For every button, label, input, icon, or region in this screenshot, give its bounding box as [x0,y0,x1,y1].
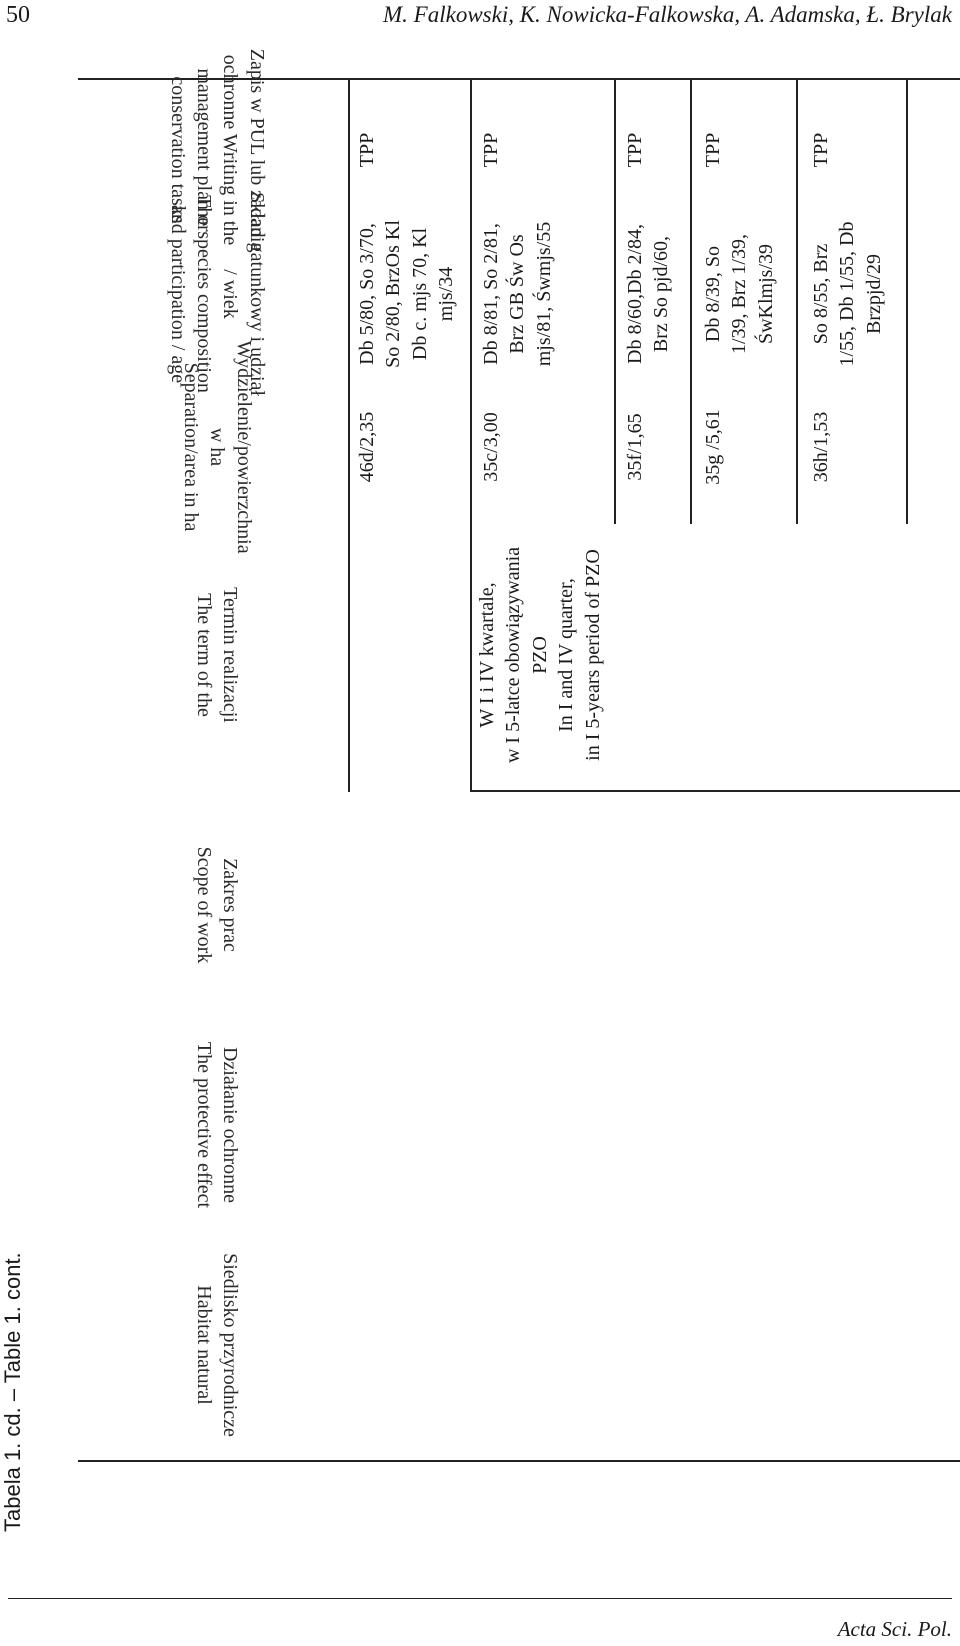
row-4-separation: 35g /5,61 [702,409,724,485]
page-number: 50 [6,2,30,28]
header-term: Termin realizacji The term of the [193,587,242,723]
row-5-record: TPP [810,132,832,168]
row-5-species: So 8/55, Brz 1/55, Db 1/55, Db Brzpjd/29 [810,221,885,367]
row-2-record: TPP [480,132,502,168]
row-rule-2 [614,80,616,524]
row-1-species: Db 5/80, So 3/70, So 2/80, BrzOs Kl Db c. mjs 70, Kl mjs/34 [356,220,458,368]
term-cell: W I i IV kwartale, w I 5-latce obowiązywania PZO In I and IV quarter, in I 5-years period of PZO [476,547,604,764]
header-habitat: Siedlisko przyrodnicze Habitat natural [193,1253,242,1437]
table-caption: Tabela 1. cd. – Table 1. cont. [0,1252,25,1532]
header-species: Skład gatunkowy i udział / wiek The species composition and participation / age [166,192,268,396]
rotated-table [0,48,960,1560]
table-rule-left [78,1461,960,1463]
footer-rule [8,1598,952,1599]
header-protective-effect: Działanie ochronne The protective effect [193,1041,242,1209]
term-cell-rule [470,791,960,793]
row-1-separation: 46d/2,35 [356,411,378,483]
running-head-authors: M. Falkowski, K. Nowicka-Falkowska, A. Adamska, Ł. Brylak [383,2,952,27]
row-4-record: TPP [702,132,724,168]
journal-name: Acta Sci. Pol. [837,1617,952,1641]
header-separation: Wydzielenie/powierzchnia w ha Separation/area in ha [179,340,255,554]
header-scope: Zakres prac Scope of work [193,846,242,964]
header-record: Zapis w PUL lub zadania ochronne Writing in the management plan or conservation tasks [166,48,268,252]
row-3-species: Db 8/60,Db 2/84, Brz So pjd/60, [624,224,673,364]
row-rule-3 [690,80,692,524]
row-3-record: TPP [624,132,646,168]
row-rule-5 [906,80,908,524]
row-rule-1 [470,80,472,792]
row-2-separation: 35c/3,00 [480,412,502,482]
row-3-separation: 35f/1,65 [624,413,646,481]
row-5-separation: 36h/1,53 [810,411,832,483]
row-rule-4 [796,80,798,524]
row-4-species: Db 8/39, So 1/39, Brz 1/39, ŚwKlmjs/39 [702,234,777,354]
row-2-species: Db 8/81, So 2/81, Brz GB Św Os mjs/81, Śwmjs/55 [480,221,555,367]
row-1-record: TPP [356,132,378,168]
header-rule [348,80,350,792]
